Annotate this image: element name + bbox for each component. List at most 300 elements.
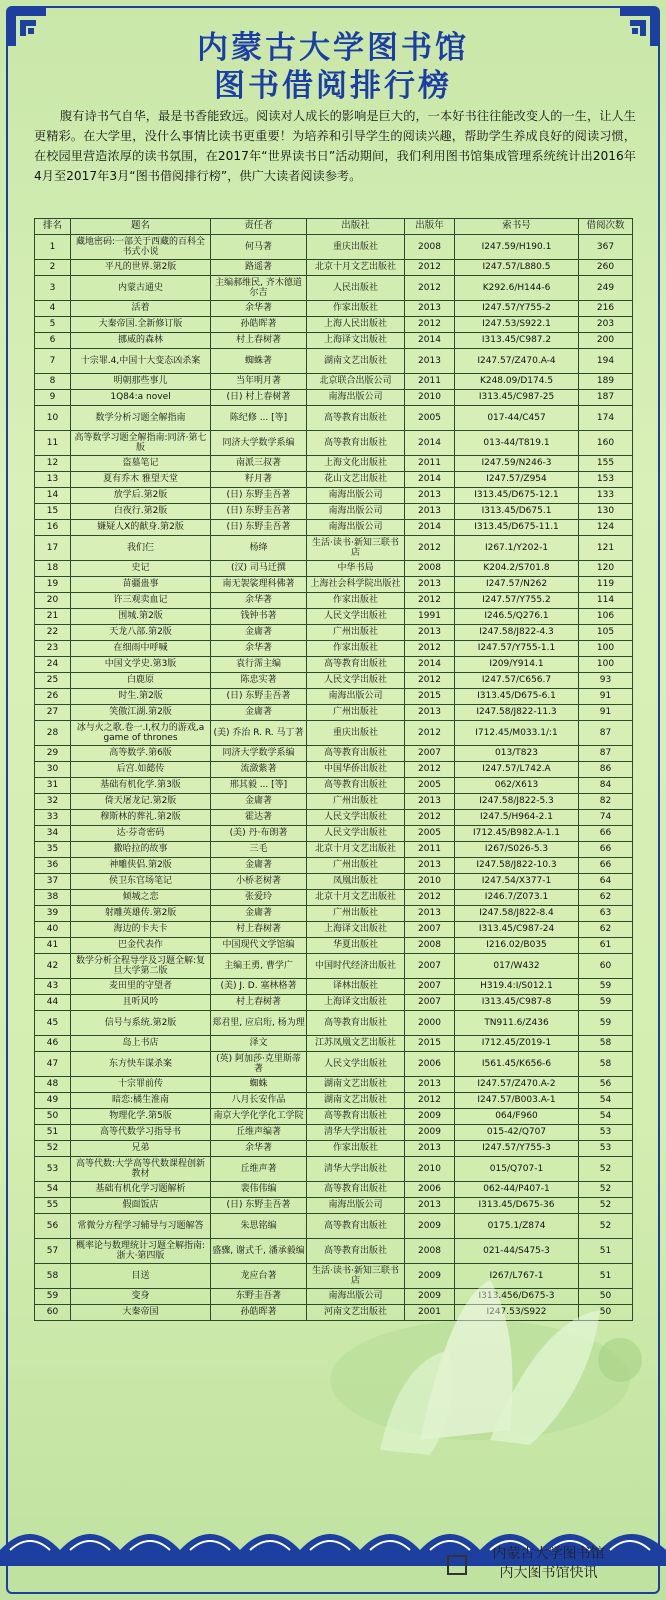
cell-rank: 39 — [35, 906, 71, 922]
cell-publisher: 高等教育出版社 — [307, 1109, 405, 1125]
cell-call-number: I247.57/C656.7 — [455, 673, 579, 689]
cell-year: 2007 — [405, 979, 455, 995]
cell-year: 2014 — [405, 657, 455, 673]
cell-author: (美) 乔治 R. R. 马丁著 — [211, 721, 307, 746]
cell-publisher: 生活·读书·新知三联书店 — [307, 536, 405, 561]
cell-publisher: 北京十月文艺出版社 — [307, 260, 405, 276]
table-row — [35, 456, 633, 472]
cell-year: 2013 — [405, 349, 455, 374]
cell-author: 钱钟书著 — [211, 609, 307, 625]
header-borrow-count: 借阅次数 — [579, 219, 633, 235]
cell-author: 三毛 — [211, 842, 307, 858]
cell-author: 村上春树著 — [211, 995, 307, 1011]
cell-author: 村上春树著 — [211, 922, 307, 938]
cell-call-number: I247.59/N246-3 — [455, 456, 579, 472]
cell-publisher: 作家出版社 — [307, 593, 405, 609]
cell-rank: 58 — [35, 1264, 71, 1289]
cell-rank: 30 — [35, 762, 71, 778]
cell-publisher: 湖南文艺出版社 — [307, 1077, 405, 1093]
cell-author: 主编王勇, 曹学广 — [211, 954, 307, 979]
cell-author: 金庸著 — [211, 906, 307, 922]
cell-publisher: 凤凰出版社 — [307, 874, 405, 890]
cell-call-number: I209/Y914.1 — [455, 657, 579, 673]
cell-year: 2015 — [405, 689, 455, 705]
cell-title: 数学分析全程导学及习题全解:复旦大学第二版 — [71, 954, 211, 979]
cell-borrow-count: 59 — [579, 979, 633, 995]
cell-publisher: 重庆出版社 — [307, 235, 405, 260]
cell-author: 东野圭吾著 — [211, 1289, 307, 1305]
cell-title: 穆斯林的葬礼.第2版 — [71, 810, 211, 826]
cell-author: 村上春树著 — [211, 333, 307, 349]
table-row — [35, 235, 633, 260]
wechat-logo-icon — [447, 1555, 467, 1575]
cell-publisher: 高等教育出版社 — [307, 746, 405, 762]
cell-year: 1991 — [405, 609, 455, 625]
ranking-table-container — [34, 218, 632, 1321]
cell-year: 2014 — [405, 431, 455, 456]
cell-call-number: I313.45/D675-6.1 — [455, 689, 579, 705]
cell-borrow-count: 174 — [579, 406, 633, 431]
table-row — [35, 276, 633, 301]
table-row — [35, 520, 633, 536]
cell-title: 十宗罪.4,中国十大变态凶杀案 — [71, 349, 211, 374]
table-row — [35, 954, 633, 979]
cell-borrow-count: 59 — [579, 1011, 633, 1036]
header-year: 出版年 — [405, 219, 455, 235]
cell-call-number: I247.58/J822-8.4 — [455, 906, 579, 922]
cell-year: 2012 — [405, 890, 455, 906]
cell-rank: 40 — [35, 922, 71, 938]
cell-publisher: 广州出版社 — [307, 858, 405, 874]
cell-rank: 48 — [35, 1077, 71, 1093]
table-row — [35, 260, 633, 276]
cell-author: 路遥著 — [211, 260, 307, 276]
cell-call-number: I712.45/Z019-1 — [455, 1036, 579, 1052]
cell-title: 东方快车谋杀案 — [71, 1052, 211, 1077]
table-row — [35, 979, 633, 995]
header-publisher: 出版社 — [307, 219, 405, 235]
cell-year: 2012 — [405, 1093, 455, 1109]
cell-call-number: 015-42/Q707 — [455, 1125, 579, 1141]
cell-rank: 18 — [35, 561, 71, 577]
cell-year: 2013 — [405, 577, 455, 593]
cell-year: 2009 — [405, 1125, 455, 1141]
cell-year: 2012 — [405, 673, 455, 689]
cell-borrow-count: 133 — [579, 488, 633, 504]
cell-title: 笑傲江湖.第2版 — [71, 705, 211, 721]
cell-title: 岛上书店 — [71, 1036, 211, 1052]
cell-title: 物理化学.第5版 — [71, 1109, 211, 1125]
cell-year: 2013 — [405, 1198, 455, 1214]
cell-rank: 44 — [35, 995, 71, 1011]
cell-borrow-count: 58 — [579, 1036, 633, 1052]
cell-author: 南派三叔著 — [211, 456, 307, 472]
cell-author: 朱思铭编 — [211, 1214, 307, 1239]
table-row — [35, 349, 633, 374]
cell-call-number: I247.58/J822-11.3 — [455, 705, 579, 721]
table-row — [35, 1182, 633, 1198]
table-row — [35, 1052, 633, 1077]
cell-author: 裴伟伟编 — [211, 1182, 307, 1198]
cell-borrow-count: 64 — [579, 874, 633, 890]
cell-rank: 4 — [35, 301, 71, 317]
cell-author: 丘维声著 — [211, 1157, 307, 1182]
table-row — [35, 778, 633, 794]
cell-publisher: 上海社会科学院出版社 — [307, 577, 405, 593]
cell-author: 陈纪修 ... [等] — [211, 406, 307, 431]
cell-author: (美) 丹·布朗著 — [211, 826, 307, 842]
cell-publisher: 高等教育出版社 — [307, 1011, 405, 1036]
cell-rank: 8 — [35, 374, 71, 390]
table-row — [35, 762, 633, 778]
table-body — [35, 235, 633, 1321]
cell-rank: 59 — [35, 1289, 71, 1305]
table-header-row — [35, 219, 633, 235]
cell-rank: 23 — [35, 641, 71, 657]
cell-call-number: I247.57/Y755-1.1 — [455, 641, 579, 657]
table-row — [35, 922, 633, 938]
cell-borrow-count: 106 — [579, 609, 633, 625]
cell-call-number: K248.09/D174.5 — [455, 374, 579, 390]
cell-author: (日) 东野圭吾著 — [211, 520, 307, 536]
cell-publisher: 清华大学出版社 — [307, 1157, 405, 1182]
cell-title: 暗恋:橘生淮南 — [71, 1093, 211, 1109]
page-subtitle: 图书借阅排行榜 — [214, 68, 452, 104]
cell-year: 2015 — [405, 1036, 455, 1052]
cell-borrow-count: 87 — [579, 746, 633, 762]
cell-author: 当年明月著 — [211, 374, 307, 390]
table-row — [35, 721, 633, 746]
cell-publisher: 作家出版社 — [307, 641, 405, 657]
cell-call-number: 0175.1/Z874 — [455, 1214, 579, 1239]
table-row — [35, 1239, 633, 1264]
cell-author: 流潋紫著 — [211, 762, 307, 778]
cell-call-number: 062/X613 — [455, 778, 579, 794]
cell-author: 八月长安作品 — [211, 1093, 307, 1109]
cell-title: 内蒙古通史 — [71, 276, 211, 301]
cell-borrow-count: 61 — [579, 938, 633, 954]
cell-year: 2007 — [405, 954, 455, 979]
cell-borrow-count: 86 — [579, 762, 633, 778]
cell-year: 2013 — [405, 1141, 455, 1157]
watermark — [441, 1545, 656, 1593]
header-author: 责任者 — [211, 219, 307, 235]
cell-year: 2008 — [405, 938, 455, 954]
cell-borrow-count: 51 — [579, 1264, 633, 1289]
cell-borrow-count: 216 — [579, 301, 633, 317]
cell-title: 侯卫东官场笔记 — [71, 874, 211, 890]
cell-rank: 52 — [35, 1141, 71, 1157]
cell-title: 围城.第2版 — [71, 609, 211, 625]
table-row — [35, 390, 633, 406]
cell-title: 高等数学.第6版 — [71, 746, 211, 762]
cell-publisher: 人民文学出版社 — [307, 673, 405, 689]
cell-rank: 42 — [35, 954, 71, 979]
cell-year: 2007 — [405, 746, 455, 762]
cell-call-number: 017-44/C457 — [455, 406, 579, 431]
cell-publisher: 高等教育出版社 — [307, 406, 405, 431]
cell-title: 大秦帝国.全新修订版 — [71, 317, 211, 333]
cell-call-number: I712.45/M033.1/:1 — [455, 721, 579, 746]
cell-author: (日) 东野圭吾著 — [211, 689, 307, 705]
cell-title: 明朝那些事儿 — [71, 374, 211, 390]
cell-rank: 43 — [35, 979, 71, 995]
cell-call-number: I247.59/H190.1 — [455, 235, 579, 260]
cell-title: 兄弟 — [71, 1141, 211, 1157]
cell-borrow-count: 153 — [579, 472, 633, 488]
header-call-number: 索书号 — [455, 219, 579, 235]
cell-title: 我们仨 — [71, 536, 211, 561]
table-row — [35, 705, 633, 721]
cell-year: 2012 — [405, 593, 455, 609]
cell-borrow-count: 53 — [579, 1125, 633, 1141]
cell-borrow-count: 130 — [579, 504, 633, 520]
cell-borrow-count: 52 — [579, 1198, 633, 1214]
cell-rank: 26 — [35, 689, 71, 705]
cell-author: (英) 阿加莎·克里斯蒂著 — [211, 1052, 307, 1077]
cell-title: 基础有机化学习题解析 — [71, 1182, 211, 1198]
cell-publisher: 湖南文艺出版社 — [307, 349, 405, 374]
cell-title: 高等代数:大学高等代数课程创新教材 — [71, 1157, 211, 1182]
cell-title: 变身 — [71, 1289, 211, 1305]
cell-rank: 31 — [35, 778, 71, 794]
cell-borrow-count: 50 — [579, 1289, 633, 1305]
cell-author: (美) J. D. 塞林格著 — [211, 979, 307, 995]
cell-borrow-count: 124 — [579, 520, 633, 536]
cell-borrow-count: 54 — [579, 1109, 633, 1125]
cell-year: 2013 — [405, 504, 455, 520]
cell-publisher: 高等教育出版社 — [307, 431, 405, 456]
cell-publisher: 南海出版公司 — [307, 504, 405, 520]
cell-rank: 15 — [35, 504, 71, 520]
table-row — [35, 938, 633, 954]
cell-author: (汉) 司马迁撰 — [211, 561, 307, 577]
cell-rank: 57 — [35, 1239, 71, 1264]
cell-rank: 16 — [35, 520, 71, 536]
cell-call-number: I247.58/J822-4.3 — [455, 625, 579, 641]
cell-year: 2012 — [405, 641, 455, 657]
cell-year: 2009 — [405, 1264, 455, 1289]
cell-borrow-count: 66 — [579, 826, 633, 842]
table-row — [35, 406, 633, 431]
cell-author: 金庸著 — [211, 794, 307, 810]
cell-author: 孙皓晖著 — [211, 1305, 307, 1321]
cell-borrow-count: 84 — [579, 778, 633, 794]
cell-publisher: 北京十月文艺出版社 — [307, 842, 405, 858]
cell-title: 信号与系统.第2版 — [71, 1011, 211, 1036]
cell-borrow-count: 91 — [579, 705, 633, 721]
cell-borrow-count: 87 — [579, 721, 633, 746]
cell-title: 巴金代表作 — [71, 938, 211, 954]
cell-rank: 38 — [35, 890, 71, 906]
cell-publisher: 人民文学出版社 — [307, 1052, 405, 1077]
cell-rank: 35 — [35, 842, 71, 858]
table-row — [35, 504, 633, 520]
cell-publisher: 广州出版社 — [307, 906, 405, 922]
table-row — [35, 536, 633, 561]
cell-title: 麦田里的守望者 — [71, 979, 211, 995]
cell-call-number: I216.02/B035 — [455, 938, 579, 954]
cell-rank: 12 — [35, 456, 71, 472]
cell-publisher: 广州出版社 — [307, 625, 405, 641]
cell-borrow-count: 119 — [579, 577, 633, 593]
table-row — [35, 1093, 633, 1109]
cell-rank: 60 — [35, 1305, 71, 1321]
table-row — [35, 842, 633, 858]
table-row — [35, 826, 633, 842]
cell-rank: 33 — [35, 810, 71, 826]
cell-title: 嫌疑人X的献身.第2版 — [71, 520, 211, 536]
cell-call-number: I313.45/C987.2 — [455, 333, 579, 349]
cell-rank: 1 — [35, 235, 71, 260]
cell-call-number: 013-44/T819.1 — [455, 431, 579, 456]
cell-author: 主编郝维民, 齐木德道尔吉 — [211, 276, 307, 301]
table-row — [35, 488, 633, 504]
cell-call-number: I313.45/C987-8 — [455, 995, 579, 1011]
cell-author: 蜘蛛著 — [211, 349, 307, 374]
cell-author: 邢其毅 ... [等] — [211, 778, 307, 794]
cell-rank: 28 — [35, 721, 71, 746]
cell-year: 2009 — [405, 1214, 455, 1239]
cell-year: 2000 — [405, 1011, 455, 1036]
cell-year: 2014 — [405, 472, 455, 488]
cell-rank: 46 — [35, 1036, 71, 1052]
cell-rank: 24 — [35, 657, 71, 673]
cell-rank: 29 — [35, 746, 71, 762]
cell-title: 撒哈拉的故事 — [71, 842, 211, 858]
cell-year: 2014 — [405, 520, 455, 536]
cell-year: 2008 — [405, 235, 455, 260]
cell-rank: 17 — [35, 536, 71, 561]
cell-borrow-count: 93 — [579, 673, 633, 689]
cell-call-number: I247.57/L880.5 — [455, 260, 579, 276]
header-rank: 排名 — [35, 219, 71, 235]
cell-call-number: I247.53/S922 — [455, 1305, 579, 1321]
cell-rank: 37 — [35, 874, 71, 890]
cell-publisher: 高等教育出版社 — [307, 1182, 405, 1198]
cell-borrow-count: 66 — [579, 842, 633, 858]
cell-year: 2013 — [405, 705, 455, 721]
cell-author: 同济大学数学系编 — [211, 431, 307, 456]
cell-rank: 56 — [35, 1214, 71, 1239]
cell-author: 中国现代文学馆编 — [211, 938, 307, 954]
cell-call-number: I247.57/Y755-3 — [455, 1141, 579, 1157]
cell-rank: 34 — [35, 826, 71, 842]
table-row — [35, 1157, 633, 1182]
cell-author: 余华著 — [211, 641, 307, 657]
cell-borrow-count: 203 — [579, 317, 633, 333]
cell-author: 郑君里, 应启珩, 杨为理 — [211, 1011, 307, 1036]
cell-author: (日) 村上春树著 — [211, 390, 307, 406]
cell-rank: 3 — [35, 276, 71, 301]
cell-author: 袁行霈主编 — [211, 657, 307, 673]
cell-author: 余华著 — [211, 1141, 307, 1157]
cell-title: 十宗罪前传 — [71, 1077, 211, 1093]
table-row — [35, 1305, 633, 1321]
cell-year: 2013 — [405, 1077, 455, 1093]
cell-title: 中国文学史.第3版 — [71, 657, 211, 673]
cell-borrow-count: 100 — [579, 641, 633, 657]
cell-year: 2012 — [405, 536, 455, 561]
cell-publisher: 南海出版公司 — [307, 1198, 405, 1214]
cell-call-number: K204.2/S701.8 — [455, 561, 579, 577]
cell-borrow-count: 260 — [579, 260, 633, 276]
cell-call-number: I246.5/Q276.1 — [455, 609, 579, 625]
cell-year: 2013 — [405, 794, 455, 810]
cell-author: 同济大学数学系编 — [211, 746, 307, 762]
cell-call-number: I267.1/Y202-1 — [455, 536, 579, 561]
cell-title: 许三观卖血记 — [71, 593, 211, 609]
table-row — [35, 746, 633, 762]
cell-rank: 53 — [35, 1157, 71, 1182]
cell-year: 2008 — [405, 1239, 455, 1264]
cell-publisher: 南海出版公司 — [307, 390, 405, 406]
cell-borrow-count: 52 — [579, 1182, 633, 1198]
page-title: 内蒙古大学图书馆 — [197, 30, 469, 66]
cell-author: 丘维声编著 — [211, 1125, 307, 1141]
cell-publisher: 人民文学出版社 — [307, 810, 405, 826]
cell-year: 2011 — [405, 374, 455, 390]
cell-title: 在细雨中呼喊 — [71, 641, 211, 657]
cell-call-number: I247.57/Y755.2 — [455, 593, 579, 609]
cell-borrow-count: 62 — [579, 922, 633, 938]
table-row — [35, 641, 633, 657]
cell-title: 冰与火之歌.卷一.I,权力的游戏,a game of thrones — [71, 721, 211, 746]
cell-author: 南京大学化学化工学院 — [211, 1109, 307, 1125]
cell-rank: 10 — [35, 406, 71, 431]
cell-title: 盗墓笔记 — [71, 456, 211, 472]
cell-call-number: 062-44/P407-1 — [455, 1182, 579, 1198]
table-row — [35, 858, 633, 874]
cell-title: 天龙八部.第2版 — [71, 625, 211, 641]
cell-rank: 27 — [35, 705, 71, 721]
cell-call-number: I247.58/J822-5.3 — [455, 794, 579, 810]
table-row — [35, 810, 633, 826]
cell-borrow-count: 62 — [579, 890, 633, 906]
cell-year: 2013 — [405, 625, 455, 641]
cell-author: 金庸著 — [211, 625, 307, 641]
cell-year: 2010 — [405, 390, 455, 406]
cell-rank: 22 — [35, 625, 71, 641]
cell-title: 基础有机化学.第3版 — [71, 778, 211, 794]
cell-publisher: 上海译文出版社 — [307, 333, 405, 349]
cell-rank: 45 — [35, 1011, 71, 1036]
cell-author: 龙应台著 — [211, 1264, 307, 1289]
cell-borrow-count: 63 — [579, 906, 633, 922]
table-row — [35, 1011, 633, 1036]
cell-rank: 47 — [35, 1052, 71, 1077]
table-row — [35, 1198, 633, 1214]
cell-author: 霍达著 — [211, 810, 307, 826]
table-row — [35, 317, 633, 333]
cell-publisher: 河南文艺出版社 — [307, 1305, 405, 1321]
cell-borrow-count: 82 — [579, 794, 633, 810]
cell-publisher: 中华书局 — [307, 561, 405, 577]
cell-borrow-count: 60 — [579, 954, 633, 979]
cell-rank: 32 — [35, 794, 71, 810]
cell-call-number: I313.45/D675-12.1 — [455, 488, 579, 504]
cell-call-number: I247.57/Z470.A-2 — [455, 1077, 579, 1093]
cell-publisher: 人民出版社 — [307, 276, 405, 301]
cell-publisher: 生活·读书·新知三联书店 — [307, 1264, 405, 1289]
cell-year: 2009 — [405, 1289, 455, 1305]
cell-author: 籽月著 — [211, 472, 307, 488]
table-row — [35, 673, 633, 689]
cell-publisher: 花山文艺出版社 — [307, 472, 405, 488]
cell-borrow-count: 91 — [579, 689, 633, 705]
cell-publisher: 作家出版社 — [307, 301, 405, 317]
cell-call-number: 013/T823 — [455, 746, 579, 762]
